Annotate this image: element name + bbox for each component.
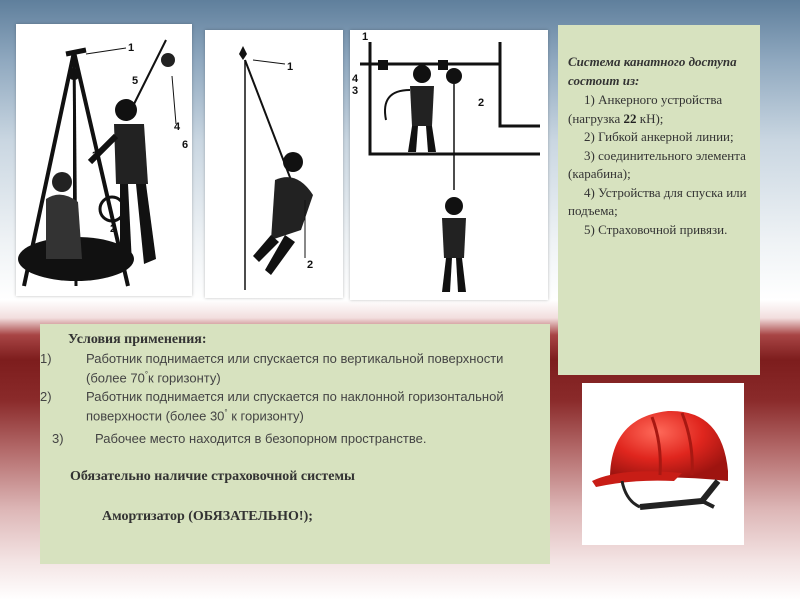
callout-number: 4: [352, 73, 359, 85]
composition-item-1-load: (нагрузка 22 кН);: [568, 110, 664, 126]
shock-absorber-requirement: Амортизатор (ОБЯЗАТЕЛЬНО!);: [102, 508, 313, 524]
callout-number: 1: [362, 31, 369, 43]
callout-number: 1: [128, 42, 135, 54]
composition-item-5: 5) Страховочной привязи.: [584, 221, 728, 237]
condition-item-2: 2) Работник поднимается или спускается по наклонной горизонтальной поверхности (более 30° к горизонту): [40, 389, 504, 424]
composition-item-2: 2) Гибкой анкерной линии;: [584, 129, 734, 144]
horizontal-lifeline-illustration: [350, 30, 548, 300]
safety-system-requirement: Обязательно наличие страховочной системы: [70, 468, 355, 484]
callout-number: 3: [92, 150, 99, 162]
rope-descent-illustration: [205, 30, 343, 298]
callout-number: 2: [307, 259, 314, 271]
composition-item-1: 1) Анкерного устройства: [584, 92, 723, 107]
composition-item-4: 4) Устройства для спуска или подъема;: [568, 184, 747, 218]
safety-helmet-image: [582, 383, 744, 545]
callout-number: 2: [478, 97, 485, 109]
condition-item-1: 1) Работник поднимается или спускается по вертикальной поверхности (более 70°к горизонту): [40, 351, 504, 386]
application-conditions-panel: [40, 324, 550, 564]
condition-item-3: 3) Рабочее место находится в безопорном пространстве.: [52, 430, 427, 446]
callout-number: 3: [352, 85, 359, 97]
composition-title: Система канатного доступа состоит из:: [568, 54, 737, 88]
callout-number: 1: [287, 61, 294, 73]
system-composition-panel: [558, 25, 760, 375]
conditions-heading: Условия применения:: [68, 332, 207, 347]
composition-item-3: 3) соединительного элемента (карабина);: [568, 147, 746, 181]
callout-number: 2: [110, 223, 117, 235]
tripod-rescue-illustration: [16, 24, 192, 296]
callout-number: 4: [174, 121, 181, 133]
callout-number: 6: [182, 139, 189, 151]
callout-number: 5: [132, 75, 139, 87]
